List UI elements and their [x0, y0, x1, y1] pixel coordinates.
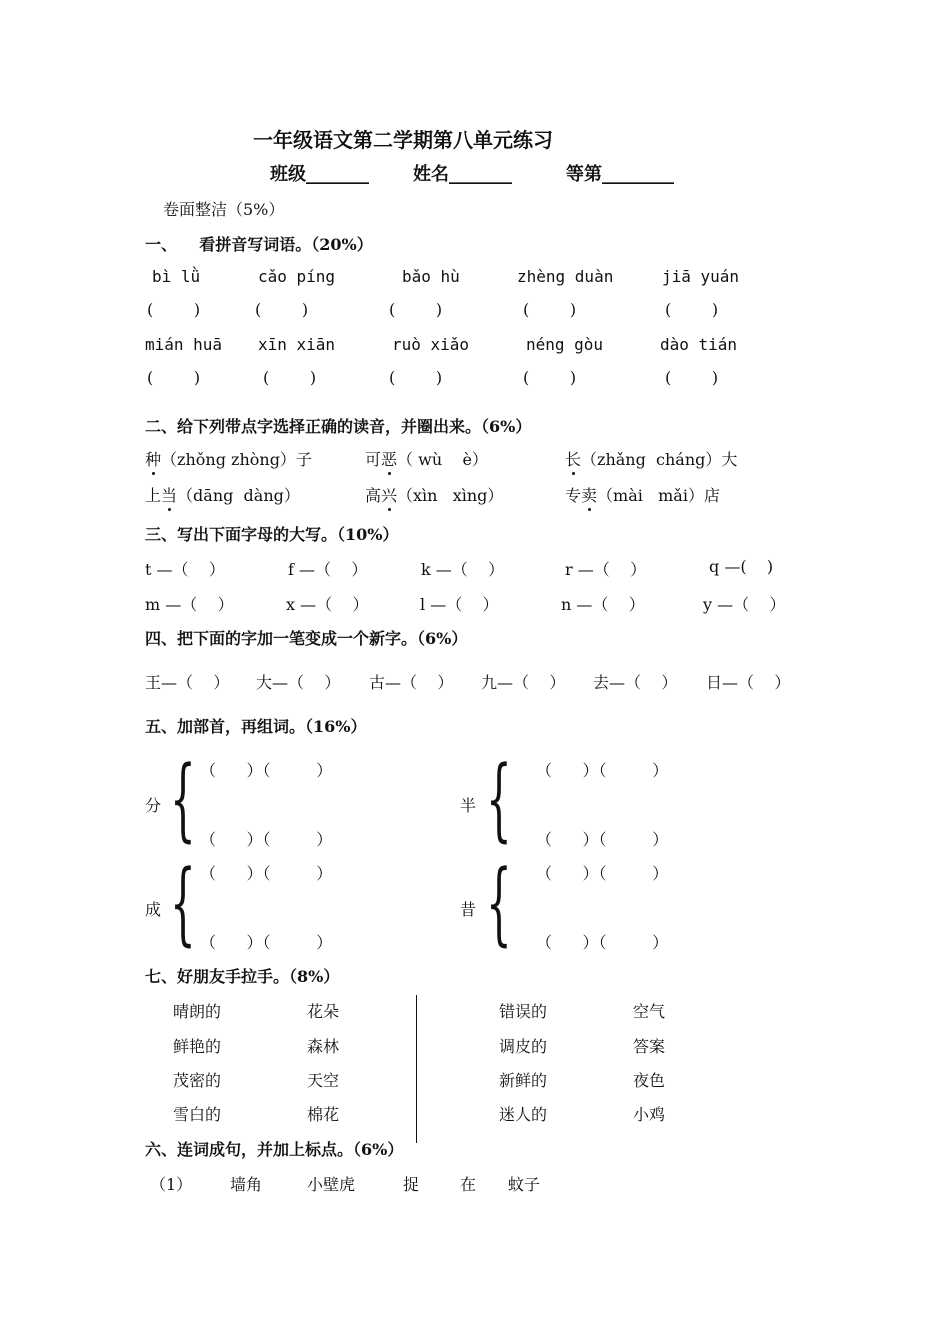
- stroke-item[interactable]: 古—（ ）: [369, 673, 454, 692]
- pronunciation-options: （zhǒng zhòng）子: [161, 450, 312, 469]
- answer-blank[interactable]: ( ): [665, 368, 719, 387]
- match-word[interactable]: 调皮的: [499, 1037, 548, 1056]
- neatness-note: 卷面整洁（5%）: [163, 200, 285, 219]
- letter-item[interactable]: r —（ ）: [565, 560, 647, 579]
- word-blanks[interactable]: （ ）（ ）: [536, 864, 669, 883]
- pinyin-item: bǎo hù: [402, 267, 460, 286]
- word-blanks[interactable]: （ ）（ ）: [200, 761, 333, 780]
- dotted-char: 当: [161, 486, 178, 505]
- match-word[interactable]: 答案: [633, 1037, 666, 1056]
- word-blanks[interactable]: （ ）（ ）: [200, 864, 333, 883]
- pinyin-item: xīn xiān: [258, 335, 336, 354]
- section-4-heading: 四、把下面的字加一笔变成一个新字。（6%）: [145, 629, 468, 648]
- answer-blank[interactable]: ( ): [523, 368, 577, 387]
- match-word[interactable]: 棉花: [307, 1105, 340, 1124]
- match-word[interactable]: 错误的: [499, 1002, 548, 1021]
- section-5-heading: 五、加部首，再组词。（16%）: [145, 717, 367, 736]
- pronunciation-options: （mài mǎi）店: [597, 486, 720, 505]
- letter-item[interactable]: n —（ ）: [561, 595, 645, 614]
- divider-line: [416, 995, 417, 1143]
- pronunciation-options: （ wù è）: [397, 450, 488, 469]
- pronunciation-item[interactable]: [565, 447, 737, 470]
- dotted-char: 兴: [381, 486, 398, 505]
- pronunciation-item[interactable]: [365, 483, 503, 506]
- pronunciation-item[interactable]: [365, 447, 488, 470]
- pronunciation-item[interactable]: [145, 447, 312, 470]
- pronunciation-options: （dāng dàng）: [177, 486, 300, 505]
- answer-blank[interactable]: ( ): [255, 300, 309, 319]
- match-word[interactable]: 迷人的: [499, 1105, 548, 1124]
- word-blanks[interactable]: （ ）（ ）: [536, 933, 669, 952]
- radical-char: 成: [145, 900, 162, 919]
- pinyin-item: cǎo píng: [258, 267, 336, 286]
- pinyin-item: néng gòu: [526, 335, 604, 354]
- pinyin-item: mián huā: [145, 335, 223, 354]
- brace-icon: {: [486, 747, 512, 852]
- pronunciation-item[interactable]: [565, 483, 720, 506]
- letter-item[interactable]: x —（ ）: [286, 595, 369, 614]
- match-word[interactable]: 森林: [307, 1037, 340, 1056]
- match-word[interactable]: 花朵: [307, 1002, 340, 1021]
- match-word[interactable]: 天空: [307, 1071, 340, 1090]
- word-blanks[interactable]: （ ）（ ）: [200, 830, 333, 849]
- class-field[interactable]: 班级_______: [270, 164, 369, 185]
- answer-blank[interactable]: ( ): [147, 368, 201, 387]
- radical-char: 分: [145, 796, 162, 815]
- dotted-char: 恶: [381, 450, 398, 469]
- letter-item[interactable]: m —（ ）: [145, 595, 234, 614]
- letter-item[interactable]: y —（ ）: [703, 595, 786, 614]
- pinyin-item: dào tián: [660, 335, 738, 354]
- stroke-item[interactable]: 王—（ ）: [145, 673, 230, 692]
- sentence-word: 小壁虎: [307, 1175, 356, 1194]
- item-number: （1）: [150, 1175, 193, 1194]
- match-word[interactable]: 雪白的: [173, 1105, 222, 1124]
- page-title: 一年级语文第二学期第八单元练习: [253, 128, 553, 152]
- dotted-char: 长: [565, 450, 582, 469]
- dotted-char: 卖: [581, 486, 598, 505]
- answer-blank[interactable]: ( ): [389, 368, 443, 387]
- pronunciation-item[interactable]: [145, 483, 300, 506]
- section-7-heading: 七、好朋友手拉手。（8%）: [145, 967, 340, 986]
- letter-item[interactable]: l —（ ）: [420, 595, 499, 614]
- brace-icon: {: [170, 851, 196, 956]
- match-word[interactable]: 夜色: [633, 1071, 666, 1090]
- word-blanks[interactable]: （ ）（ ）: [200, 933, 333, 952]
- brace-icon: {: [486, 851, 512, 956]
- section-1-heading: 一、 看拼音写词语。（20%）: [145, 235, 373, 254]
- stroke-item[interactable]: 去—（ ）: [593, 673, 678, 692]
- name-field[interactable]: 姓名_______: [413, 164, 512, 185]
- section-6-heading: 六、连词成句，并加上标点。（6%）: [145, 1140, 404, 1159]
- letter-item[interactable]: k —（ ）: [421, 560, 505, 579]
- pinyin-item: zhèng duàn: [517, 267, 614, 286]
- dotted-char: 种: [145, 450, 162, 469]
- pinyin-item: jiā yuán: [662, 267, 740, 286]
- letter-item[interactable]: f —（ ）: [288, 560, 368, 579]
- letter-item[interactable]: q —( ): [709, 557, 774, 576]
- word-blanks[interactable]: （ ）（ ）: [536, 830, 669, 849]
- answer-blank[interactable]: ( ): [523, 300, 577, 319]
- brace-icon: {: [170, 747, 196, 852]
- plain-char: 可: [365, 450, 382, 469]
- plain-char: 专: [565, 486, 582, 505]
- answer-blank[interactable]: ( ): [389, 300, 443, 319]
- match-word[interactable]: 小鸡: [633, 1105, 666, 1124]
- plain-char: 高: [365, 486, 382, 505]
- match-word[interactable]: 晴朗的: [173, 1002, 222, 1021]
- match-word[interactable]: 茂密的: [173, 1071, 222, 1090]
- pinyin-item: ruò xiǎo: [392, 335, 470, 354]
- answer-blank[interactable]: ( ): [147, 300, 201, 319]
- stroke-item[interactable]: 九—（ ）: [481, 673, 566, 692]
- sentence-word: 蚊子: [508, 1175, 541, 1194]
- pronunciation-options: （xìn xìng）: [397, 486, 504, 505]
- pinyin-item: bì lǜ: [152, 267, 201, 286]
- section-2-heading: 二、给下列带点字选择正确的读音，并圈出来。（6%）: [145, 417, 532, 436]
- plain-char: 上: [145, 486, 162, 505]
- answer-blank[interactable]: ( ): [665, 300, 719, 319]
- word-blanks[interactable]: （ ）（ ）: [536, 761, 669, 780]
- sentence-word: 墙角: [230, 1175, 263, 1194]
- letter-item[interactable]: t —（ ）: [145, 560, 225, 579]
- radical-char: 半: [460, 796, 477, 815]
- sentence-word: 在: [460, 1175, 477, 1194]
- section-3-heading: 三、写出下面字母的大写。（10%）: [145, 525, 399, 544]
- radical-char: 昔: [460, 900, 477, 919]
- match-word[interactable]: 新鲜的: [499, 1071, 548, 1090]
- stroke-item[interactable]: 日—（ ）: [706, 673, 791, 692]
- grade-field[interactable]: 等第________: [566, 164, 674, 185]
- stroke-item[interactable]: 大—（ ）: [256, 673, 341, 692]
- answer-blank[interactable]: ( ): [263, 368, 317, 387]
- match-word[interactable]: 鲜艳的: [173, 1037, 222, 1056]
- match-word[interactable]: 空气: [633, 1002, 666, 1021]
- pronunciation-options: （zhǎng cháng）大: [581, 450, 738, 469]
- sentence-word: 捉: [403, 1175, 420, 1194]
